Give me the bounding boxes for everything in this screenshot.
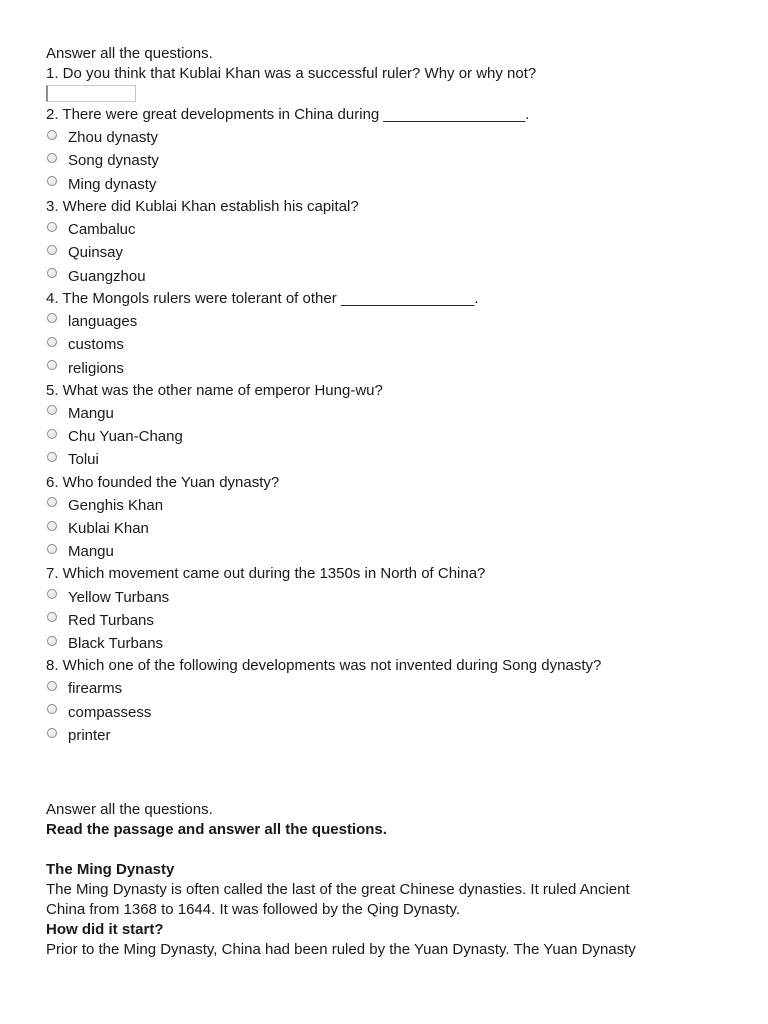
question-4-option[interactable] [46, 310, 738, 333]
question-3-option[interactable] [46, 264, 738, 287]
radio-button[interactable] [47, 544, 57, 554]
question-3-option[interactable] [46, 241, 738, 264]
option-label: religions [68, 359, 124, 377]
radio-button[interactable] [47, 728, 57, 738]
question-2-option[interactable] [46, 173, 738, 196]
option-label: Guangzhou [68, 267, 146, 285]
spacer [46, 840, 738, 860]
radio-button[interactable] [47, 521, 57, 531]
question-3-option[interactable] [46, 218, 738, 241]
option-label: firearms [68, 680, 123, 698]
option-label: Kublai Khan [68, 520, 149, 537]
passage-instruction: Read the passage and answer all the questions. [46, 821, 387, 838]
question-6-text: 6. Who founded the Yuan dynasty? [46, 473, 280, 491]
radio-button[interactable] [47, 222, 57, 232]
radio-button[interactable] [47, 337, 57, 347]
option-label: Genghis Khan [68, 496, 164, 514]
option-label: languages [68, 312, 138, 330]
question-2-text: 2. There were great developments in China during _________________. [46, 106, 530, 123]
radio-button[interactable] [47, 589, 57, 599]
radio-button[interactable] [47, 704, 57, 714]
radio-button[interactable] [47, 405, 57, 415]
option-label: Zhou dynasty [68, 129, 159, 147]
radio-button[interactable] [47, 497, 57, 507]
radio-button[interactable] [47, 245, 57, 255]
option-label: Ming dynasty [68, 175, 157, 193]
radio-button[interactable] [47, 313, 57, 323]
option-label: compassess [68, 703, 152, 721]
question-6-option[interactable] [46, 494, 738, 517]
option-label: Mangu [68, 404, 114, 422]
quiz-section [46, 44, 738, 747]
option-label: Black Turbans [68, 635, 164, 653]
question-1-text: 1. Do you think that Kublai Khan was a successful ruler? Why or why not? [46, 65, 537, 82]
question-5-text: 5. What was the other name of emperor Hung-wu? [46, 381, 383, 399]
option-label: Cambaluc [68, 221, 136, 239]
radio-button[interactable] [47, 176, 57, 186]
passage-title: The Ming Dynasty [46, 861, 175, 878]
option-label: Red Turbans [68, 611, 154, 629]
question-3-text: 3. Where did Kublai Khan establish his capital? [46, 197, 359, 215]
question-7-option[interactable] [46, 609, 738, 632]
question-2-option[interactable] [46, 126, 738, 149]
radio-button[interactable] [47, 636, 57, 646]
radio-button[interactable] [47, 452, 57, 462]
question-2-option[interactable] [46, 149, 738, 172]
option-label: printer [68, 727, 111, 745]
question-7-text: 7. Which movement came out during the 1350s in North of China? [46, 565, 486, 583]
question-8-option[interactable] [46, 677, 738, 700]
option-label: customs [68, 336, 124, 354]
question-5-option[interactable] [46, 402, 738, 425]
question-8-option[interactable] [46, 701, 738, 724]
option-label: Song dynasty [68, 152, 159, 170]
passage-paragraph-2-line-1: Prior to the Ming Dynasty, China had been ruled by the Yuan Dynasty. The Yuan Dynasty [46, 941, 636, 958]
option-label: Quinsay [68, 244, 124, 262]
question-5-option[interactable] [46, 425, 738, 448]
radio-button[interactable] [47, 681, 57, 691]
question-7-option[interactable] [46, 632, 738, 655]
quiz-intro: Answer all the questions. [46, 45, 213, 62]
option-label: Mangu [68, 543, 114, 561]
question-4-text: 4. The Mongols rulers were tolerant of other ________________. [46, 289, 479, 307]
question-4-option[interactable] [46, 356, 738, 379]
radio-button[interactable] [47, 268, 57, 278]
radio-button[interactable] [47, 130, 57, 140]
question-6-option[interactable] [46, 517, 738, 540]
radio-button[interactable] [47, 360, 57, 370]
option-label: Tolui [68, 451, 99, 469]
question-4-option[interactable] [46, 333, 738, 356]
radio-button[interactable] [47, 612, 57, 622]
question-1-answer-input[interactable] [46, 85, 136, 102]
passage-paragraph-1-line-2: China from 1368 to 1644. It was followed by the Qing Dynasty. [46, 901, 461, 918]
question-7-option[interactable] [46, 585, 738, 608]
passage-intro: Answer all the questions. [46, 801, 213, 818]
option-label: Chu Yuan-Chang [68, 428, 183, 446]
question-8-option[interactable] [46, 724, 738, 747]
passage-paragraph-1-line-1: The Ming Dynasty is often called the last of the great Chinese dynasties. It ruled Ancient [46, 881, 630, 898]
passage-heading-2: How did it start? [46, 921, 164, 938]
radio-button[interactable] [47, 153, 57, 163]
question-8-text: 8. Which one of the following developments was not invented during Song dynasty? [46, 657, 602, 675]
passage-section [46, 800, 738, 960]
radio-button[interactable] [47, 429, 57, 439]
option-label: Yellow Turbans [68, 588, 170, 606]
question-5-option[interactable] [46, 448, 738, 471]
question-6-option[interactable] [46, 540, 738, 563]
